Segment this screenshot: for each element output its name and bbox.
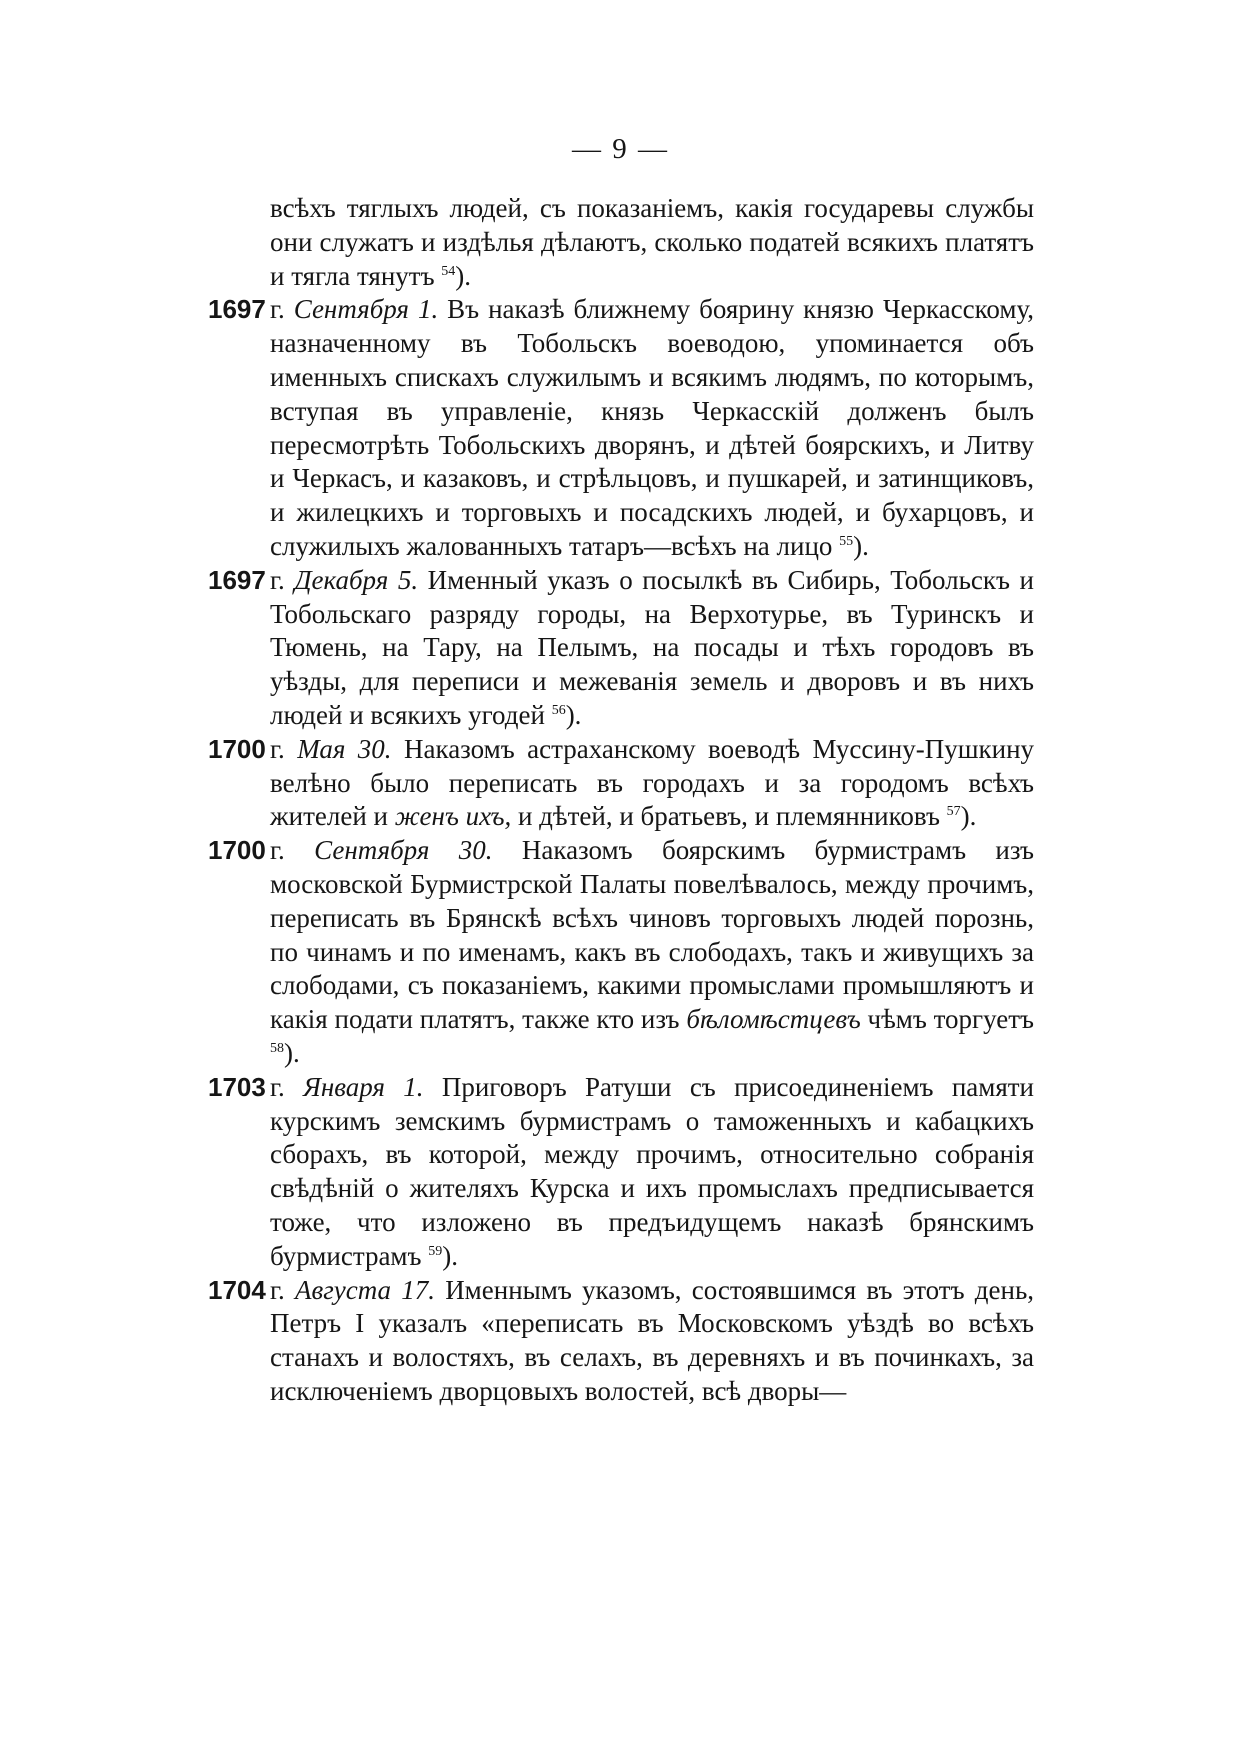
entry-date: Мая 30. <box>297 733 392 764</box>
entry-date: Сентября 1. <box>293 294 439 325</box>
entry-tail: ). <box>565 699 582 730</box>
entry-tail: ). <box>284 1037 300 1068</box>
year-abbrev: г. <box>270 1071 285 1102</box>
entry-text: Въ наказѣ ближнему боярину князю Черкасскому, назначенному въ Тобольскъ воеводою, упоминается объ именныхъ спискахъ служилымъ и всякимъ людямъ, по которымъ, вступая въ управленіе, князь Черкасскій долженъ былъ пересмотрѣть Тобольскихъ дворянъ, и дѣтей боярскихъ, и Литву и Черкасъ, и казаковъ, и стрѣльцовъ, и пушкарей, и затинщиковъ, и жилецкихъ и торговыхъ и посадскихъ людей, и бухарцовъ, и служилыхъ жалованныхъ татаръ—всѣхъ на лицо <box>270 294 1034 561</box>
entry-year: 1700 <box>208 835 266 866</box>
chronology-entries <box>208 192 1035 1409</box>
entry-date: Августа 17. <box>294 1274 435 1305</box>
footnote-ref: 58 <box>270 1040 284 1056</box>
entry-1700-september <box>208 834 1035 1071</box>
entry-1697-september <box>208 293 1034 563</box>
entry-date: Января 1. <box>303 1071 424 1102</box>
entry-1700-may <box>208 733 1035 834</box>
entry-1704-august <box>208 1274 1035 1409</box>
entry-1703-january <box>208 1071 1035 1274</box>
entry-continuation <box>270 192 1034 293</box>
page-number: — 9 — <box>572 133 669 165</box>
entry-year: 1703 <box>208 1071 266 1102</box>
entry-year: 1700 <box>208 733 266 764</box>
entry-tail: ). <box>442 1240 458 1271</box>
year-abbrev: г. <box>270 1274 285 1305</box>
entry-1697-december <box>208 564 1034 733</box>
entry-text: Именный указъ о посылкѣ въ Сибирь, Тобольскъ и Тобольскаго разряду городы, на Верхотурье, въ Туринскъ и Тюмень, на Тару, на Пелымъ, на посады и тѣхъ городовъ въ уѣзды, для переписи и межеванія земель и дворовъ и въ нихъ людей и всякихъ угодей <box>270 564 1034 730</box>
entry-text: и дѣтей, и братьевъ, и племянниковъ <box>517 801 940 832</box>
footnote-ref: 56 <box>551 702 566 718</box>
footnote-ref: 54 <box>441 263 456 279</box>
entry-text: Приговоръ Ратуши съ присоединеніемъ памяти курскимъ земскимъ бурмистрамъ о таможенныхъ и кабацкихъ сборахъ, въ которой, между прочимъ, относительно собранія свѣдѣній о жителяхъ Курска и ихъ промыслахъ предписывается тоже, что изложено въ предъидущемъ наказѣ брянскимъ бурмистрамъ <box>270 1071 1035 1271</box>
entry-year: 1697 <box>208 564 266 595</box>
entry-tail: ). <box>960 801 977 832</box>
entry-text: Наказомъ боярскимъ бурмистрамъ изъ московской Бурмистрской Палаты повелѣвалось, между прочимъ, переписать въ Брянскѣ всѣхъ чиновъ торговыхъ людей порознь, по чинамъ и по именамъ, какъ въ слободахъ, такъ и живущихъ за слободами, съ показаніемъ, какими промыслами промышляютъ и какія подати платятъ, также кто изъ <box>270 835 1035 1035</box>
year-abbrev: г. <box>270 733 285 764</box>
entry-date: Сентября 30. <box>314 835 493 866</box>
entry-tail: ). <box>853 530 869 561</box>
year-abbrev: г. <box>270 564 285 595</box>
footnote-ref: 55 <box>839 533 854 549</box>
footnote-ref: 57 <box>946 804 961 820</box>
year-abbrev: г. <box>270 835 285 866</box>
entry-emphasis: бѣломѣстцевъ <box>686 1004 861 1035</box>
entry-text: всѣхъ тяглыхъ людей, съ показаніемъ, какія государевы службы они служатъ и издѣлья дѣлаютъ, сколько податей всякихъ платятъ и тягла тянутъ <box>270 193 1034 291</box>
entry-tail: ). <box>455 260 472 291</box>
entry-text: Именнымъ указомъ, состоявшимся въ этотъ день, Петръ I указалъ «переписать въ Московскомъ уѣздѣ во всѣхъ станахъ и волостяхъ, въ селахъ, въ деревняхъ и въ починкахъ, за исключеніемъ дворцовыхъ волостей, всѣ дворы— <box>270 1274 1035 1406</box>
entry-year: 1704 <box>208 1274 266 1305</box>
entry-text: Наказомъ астраханскому воеводѣ Муссину-Пушкину велѣно было переписать въ городахъ и за городомъ всѣхъ жителей и <box>270 733 1035 832</box>
year-abbrev: г. <box>270 294 285 325</box>
entry-text: чѣмъ торгуетъ <box>867 1004 1035 1035</box>
entry-date: Декабря 5. <box>294 564 419 595</box>
entry-year: 1697 <box>208 294 266 325</box>
footnote-ref: 59 <box>428 1243 443 1259</box>
entry-emphasis: женъ ихъ, <box>394 801 512 832</box>
